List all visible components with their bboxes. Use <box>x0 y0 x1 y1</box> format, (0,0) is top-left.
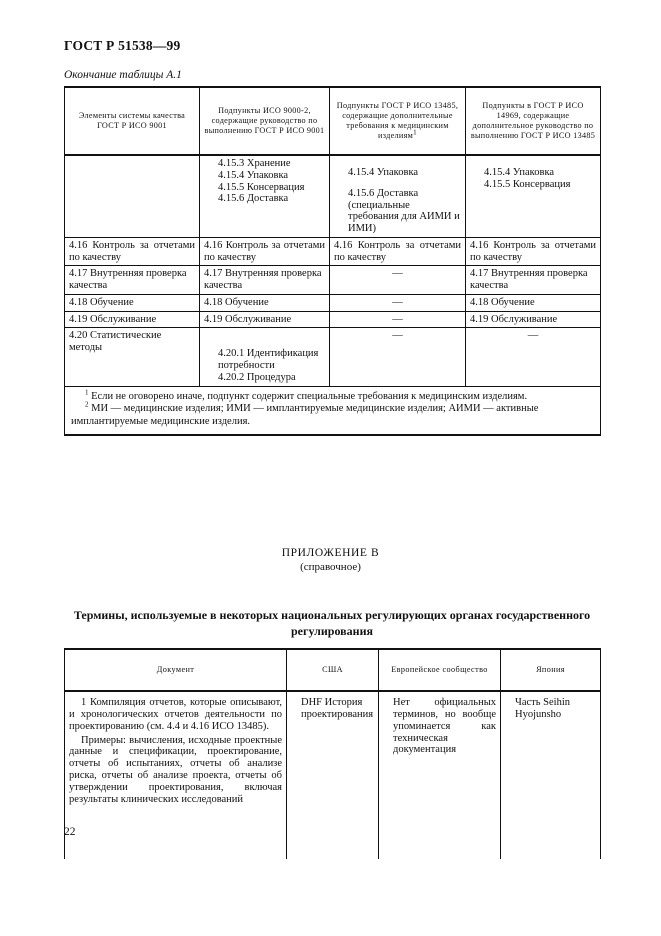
table-row <box>65 691 601 859</box>
table-b-header-document: Документ <box>65 649 287 691</box>
footnote <box>71 400 594 428</box>
table-cell: — <box>330 328 466 386</box>
table-row <box>65 237 601 266</box>
page-header: ГОСТ Р 51538—99 <box>64 38 181 53</box>
table-a1-header-3-text: Подпункты ГОСТ Р ИСО 13485, содержащие дополнительные требования к медицинским изделиям <box>336 101 459 140</box>
doc-paragraph: Примеры: вычисления, исходные проектные данные и спецификации, проектирование, отчеты об испытаниях, отчеты об анализе риска, отчеты об анализе проекта, отчеты об утверждении проектирования, включая результаты клинических исследований <box>69 734 282 805</box>
cell-line: 4.15.4 Упаковка <box>484 167 555 178</box>
table-cell: 4.16 Контроль за отчетами по качеству <box>466 237 601 266</box>
table-cell: Нет официальных терминов, но вообще упоминается как техническая документация <box>379 691 501 859</box>
table-a1-header-row <box>65 87 601 155</box>
table-b-header-usa: США <box>287 649 379 691</box>
footnote-mark: 2 <box>85 400 89 409</box>
table-a1 <box>64 86 601 436</box>
table-cell: 4.18 Обучение <box>466 294 601 311</box>
table-cell: 4.17 Внутренняя проверка качества <box>65 266 200 295</box>
footnote-text: МИ — медицинские изделия; ИМИ — имплантируемые медицинские изделия; АИМИ — активные имплантируемые медицинские изделия. <box>71 403 539 427</box>
appendix-subtitle: (справочное) <box>300 561 361 573</box>
footnote-ref: 1 <box>413 128 417 137</box>
table-row <box>65 155 601 237</box>
cell-line: 4.15.4 Упаковка <box>218 169 289 181</box>
cell-line: 4.15.3 Хранение <box>218 158 291 169</box>
table-cell: 4.19 Обслуживание <box>466 311 601 328</box>
cell-line: 4.15.6 Доставка (специальные требования для АИМИ и ИМИ) <box>348 187 460 234</box>
table-row <box>65 294 601 311</box>
table-cell: 4.16 Контроль за отчетами по качеству <box>200 237 330 266</box>
table-cell <box>65 691 287 859</box>
table-row <box>65 311 601 328</box>
footnotes-row <box>65 386 601 435</box>
table-b-header-japan: Япония <box>501 649 601 691</box>
table-cell: 4.16 Контроль за отчетами по качеству <box>330 237 466 266</box>
table-cell: 4.18 Обучение <box>65 294 200 311</box>
table-b-header-eu: Европейское сообщество <box>379 649 501 691</box>
table-cell <box>330 155 466 237</box>
table-cell <box>65 155 200 237</box>
table-a1-header-4: Подпункты в ГОСТ Р ИСО 14969, содержащие дополнительное руководство по выполнению ГОСТ Р ИСО 13485 <box>466 87 601 155</box>
footnotes-cell <box>65 386 601 435</box>
table-cell: 4.16 Контроль за отчетами по качеству <box>65 237 200 266</box>
page-number: 22 <box>64 826 76 838</box>
cell-line: 4.15.5 Консервация <box>218 181 305 193</box>
table-cell: — <box>330 266 466 295</box>
footnote <box>71 388 594 404</box>
appendix-title: ПРИЛОЖЕНИЕ В <box>281 547 380 559</box>
table-cell <box>200 155 330 237</box>
footnote-text: Если не оговорено иначе, подпункт содержит специальные требования к медицинским изделиям. <box>91 390 528 402</box>
table-cell <box>200 328 330 386</box>
cell-line: 4.15.5 Консервация <box>484 178 571 190</box>
table-a1-header-1: Элементы системы качества ГОСТ Р ИСО 9001 <box>65 87 200 155</box>
table-cell: 4.17 Внутренняя проверка качества <box>466 266 601 295</box>
table-caption: Окончание таблицы А.1 <box>64 69 182 81</box>
table-cell: Часть Seihin Hyojunsho <box>501 691 601 859</box>
table-row <box>65 328 601 386</box>
doc-paragraph: 1 Компиляция отчетов, которые описывают, и хронологических отчетов деятельности по проектированию (см. 4.4 и 4.16 ИСО 13485). <box>69 697 282 732</box>
table-cell: 4.18 Обучение <box>200 294 330 311</box>
cell-line: 4.15.4 Упаковка <box>348 167 419 178</box>
table-b-header-row <box>65 649 601 691</box>
table-cell: 4.19 Обслуживание <box>65 311 200 328</box>
table-row <box>65 266 601 295</box>
cell-line: 4.15.6 Доставка <box>218 193 289 205</box>
cell-line: 4.20.2 Процедура <box>218 371 296 383</box>
table-a1-header-2: Подпункты ИСО 9000-2, содержащие руководство по выполнению ГОСТ Р ИСО 9001 <box>200 87 330 155</box>
section-heading: Термины, используемые в некоторых национальных регулирующих органах государственного регулирования <box>73 608 591 638</box>
footnote-mark: 1 <box>85 388 89 396</box>
table-cell: 4.19 Обслуживание <box>200 311 330 328</box>
table-cell: DHF История проектирования <box>287 691 379 859</box>
table-cell: 4.20 Статистические методы <box>65 328 200 386</box>
table-cell: — <box>466 328 601 386</box>
table-cell: — <box>330 311 466 328</box>
table-cell <box>466 155 601 237</box>
cell-line: 4.20.1 Идентификация потребности <box>218 348 319 371</box>
table-a1-header-3 <box>330 87 466 155</box>
table-cell: — <box>330 294 466 311</box>
table-cell: 4.17 Внутренняя проверка качества <box>200 266 330 295</box>
table-b <box>64 648 601 859</box>
